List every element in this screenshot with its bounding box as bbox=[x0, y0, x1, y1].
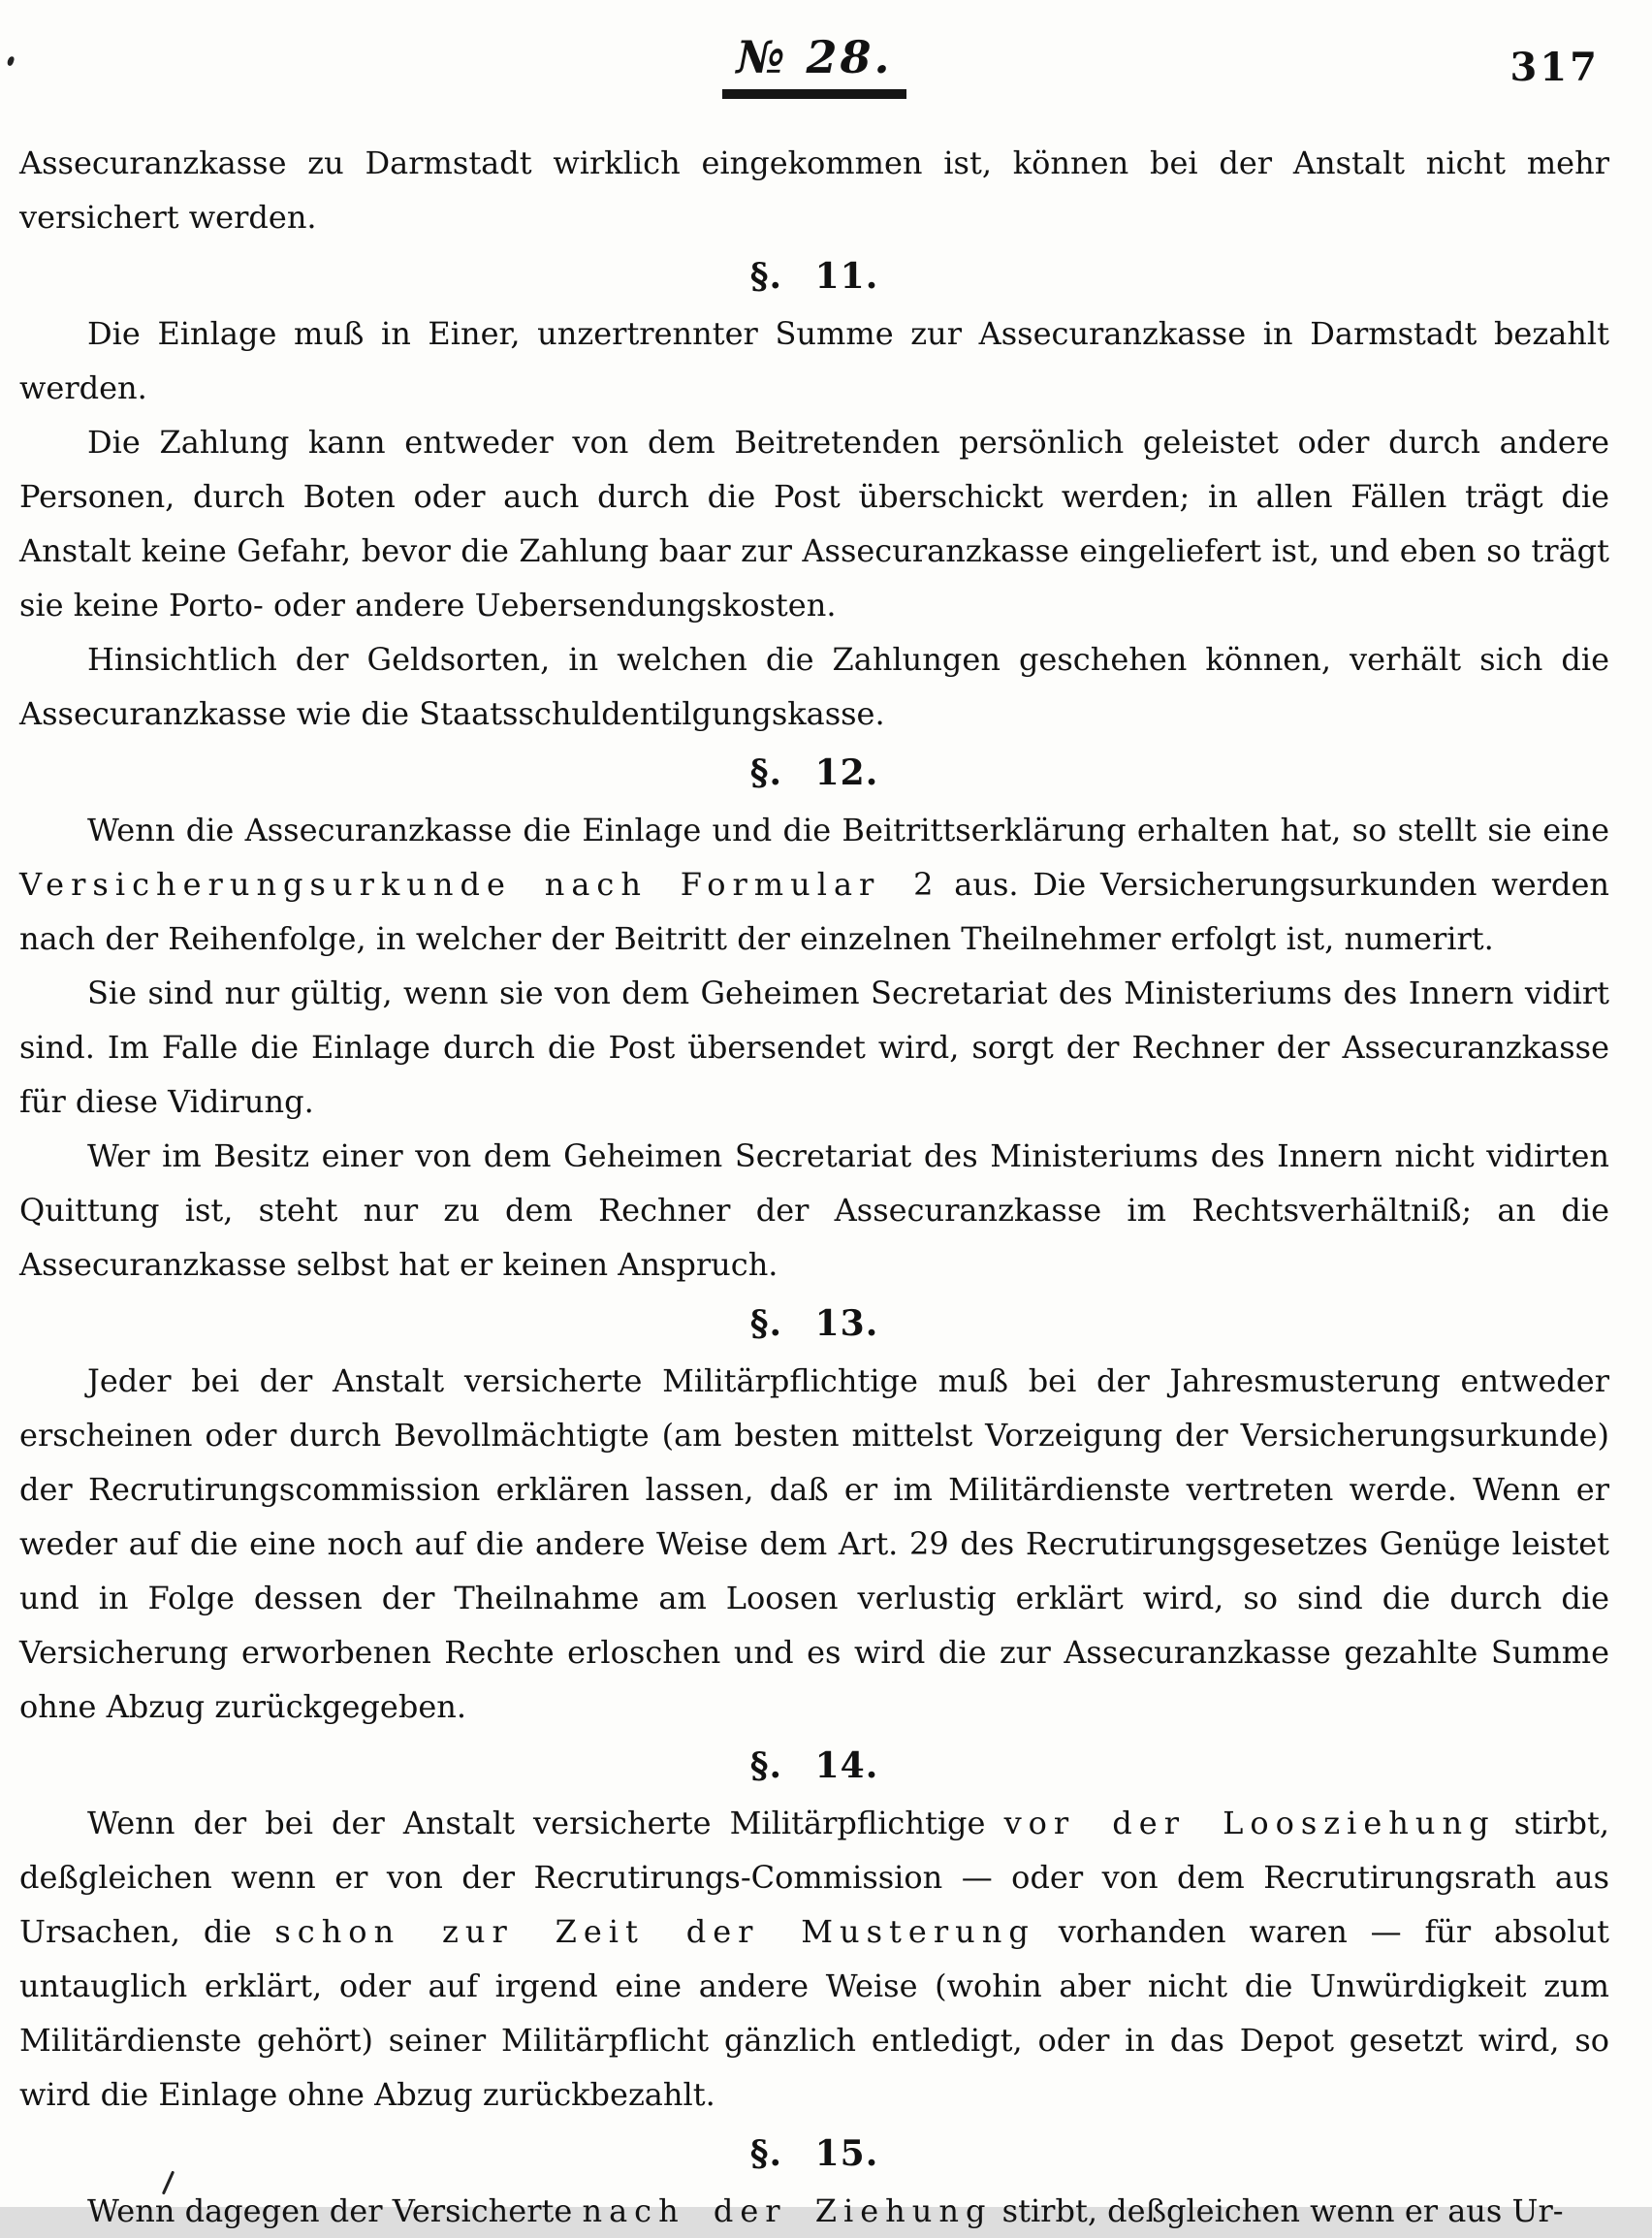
spaced-text-run: vor der Loosziehung bbox=[1003, 1805, 1496, 1841]
section-heading-11: §. 11. bbox=[749, 256, 879, 297]
page-header bbox=[19, 29, 1609, 118]
continuation-paragraph: Assecuranzkasse zu Darmstadt wirklich eingekommen ist, können bei der Anstalt nicht mehr versichert werden. bbox=[19, 144, 1609, 236]
page-number: 317 bbox=[1509, 45, 1600, 90]
text-run: stirbt, deßgleichen wenn er von der Recrutirungs-Commission — oder von dem Recrutirungsrath aus Ursachen, die bbox=[19, 1805, 1610, 1950]
paragraph-s13-1: Jeder bei der Anstalt versicherte Militärpflichtige muß bei der Jahresmusterung entweder erscheinen oder durch Bevollmächtigte (am besten mittelst Vorzeigung der Versicherungsurkunde) der Recrutirungscommission erklären lassen, daß er im Militärdienste vertreten werde. Wenn er weder auf die eine noch auf die andere Weise dem Art. 29 des Recrutirungsgesetzes Genüge leistet und in Folge dessen der Theilnahme am Loosen verlustig erklärt wird, so sind die durch die Versicherung erworbenen Rechte erloschen und es wird die zur Assecuranzkasse gezahlte Summe ohne Abzug zurückgegeben. bbox=[19, 1362, 1609, 1725]
paragraph-s12-1 bbox=[19, 803, 1609, 966]
section-heading-13: §. 13. bbox=[749, 1303, 879, 1344]
paragraph-s15-1 bbox=[19, 2184, 1609, 2238]
text-run: vorhanden waren — für absolut untauglich erklärt, oder auf irgend eine andere Weise (wohin aber nicht die Unwürdigkeit zum Militärdienste gehört) seiner Militärpflicht gänzlich entledigt, oder in das Depot gesetzt wird, so wird die Einlage ohne Abzug zurückbezahlt. bbox=[19, 1913, 1610, 2113]
spaced-text-run: nach der Ziehung bbox=[582, 2192, 993, 2229]
text-run: Wenn die Assecuranzkasse die Einlage und die Beitrittserklärung erhalten hat, so stellt sie eine bbox=[87, 812, 1609, 848]
spaced-text-run: schon zur Zeit der Musterung bbox=[274, 1913, 1035, 1950]
text-run: aus. Die Versicherungsurkunden werden nach der Reihenfolge, in welcher der Beitritt der einzelnen Theilnehmer erfolgt ist, numerirt. bbox=[19, 866, 1609, 957]
paragraph-s12-3: Wer im Besitz einer von dem Geheimen Secretariat des Ministeriums des Innern nicht vidirten Quittung ist, steht nur zu dem Rechner der Assecuranzkasse im Rechtsverhältniß; an die Assecuranzkasse selbst hat er keinen Anspruch. bbox=[19, 1137, 1609, 1283]
paragraph-s11-3: Hinsichtlich der Geldsorten, in welchen die Zahlungen geschehen können, verhält sich die Assecuranzkasse wie die Staatsschuldentilgungskasse. bbox=[19, 641, 1609, 732]
paragraph-s12-2: Sie sind nur gültig, wenn sie von dem Geheimen Secretariat des Ministeriums des Innern vidirt sind. Im Falle die Einlage durch die Post übersendet wird, sorgt der Rechner der Assecuranzkasse für diese Vidirung. bbox=[19, 975, 1609, 1120]
text-run: stirbt, deßgleichen wenn er aus Ur- bbox=[992, 2192, 1564, 2229]
paragraph-s11-1: Die Einlage muß in Einer, unzertrennter Summe zur Assecuranzkasse in Darmstadt bezahlt werden. bbox=[19, 315, 1609, 406]
paragraph-s14-1 bbox=[19, 1796, 1609, 2122]
text-run: Wenn dagegen der Versicherte bbox=[87, 2192, 583, 2229]
spaced-text-run: Versicherungsurkunde nach Formular 2 bbox=[19, 866, 940, 903]
section-heading-14: §. 14. bbox=[749, 1745, 879, 1786]
section-heading-15: §. 15. bbox=[749, 2133, 879, 2174]
section-heading-12: §. 12. bbox=[749, 752, 879, 793]
paragraph-s11-2: Die Zahlung kann entweder von dem Beitretenden persönlich geleistet oder durch andere Personen, durch Boten oder auch durch die Post überschickt werden; in allen Fällen trägt die Anstalt keine Gefahr, bevor die Zahlung baar zur Assecuranzkasse eingeliefert ist, und eben so trägt sie keine Porto- oder andere Uebersendungskosten. bbox=[19, 424, 1609, 623]
issue-number-title: № 28. bbox=[722, 29, 905, 89]
text-run: Wenn der bei der Anstalt versicherte Militärpflichtige bbox=[87, 1805, 1004, 1841]
